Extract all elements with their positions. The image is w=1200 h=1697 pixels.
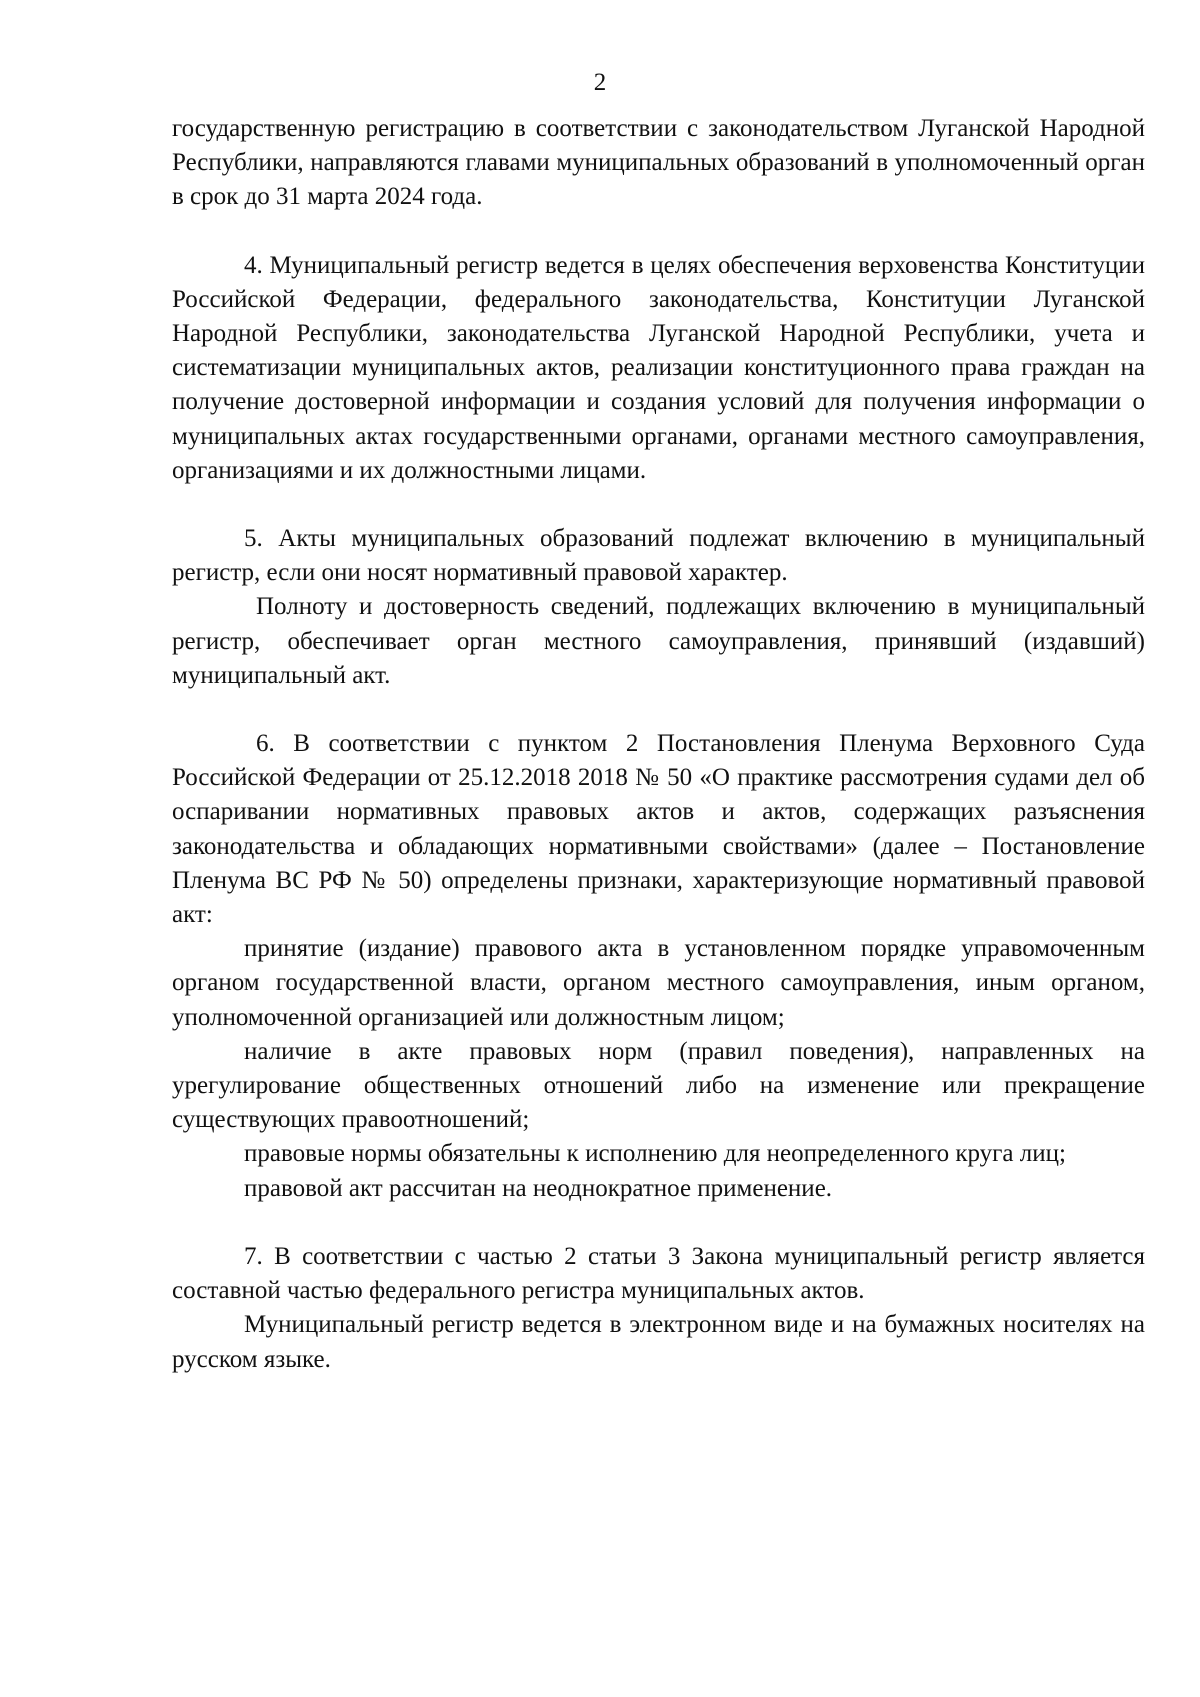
paragraph-item-5: 5. Акты муниципальных образований подлежат включению в муниципальный регистр, если они носят нормативный правовой характер. [172, 525, 1145, 587]
paragraph-item-7-format: Муниципальный регистр ведется в электронном виде и на бумажных носителях на русском языке. [172, 1311, 1145, 1373]
criterion-repeated-use: правовой акт рассчитан на неоднократное применение. [244, 1174, 833, 1202]
paragraph-item-6: 6. В соответствии с пунктом 2 Постановления Пленума Верховного Суда Российской Федерации от 25.12.2018 2018 № 50 «О практике рассмотрения судами дел об оспаривании нормативных правовых актов и актов, содержащих разъяснения законодательства и обладающих нормативными свойствами» (далее – Постановление Пленума ВС РФ № 50) определены признаки, характеризующие нормативный правовой акт: [172, 730, 1145, 929]
document-body [172, 112, 1145, 1377]
criterion-binding: правовые нормы обязательны к исполнению для неопределенного круга лиц; [244, 1140, 1066, 1168]
paragraph-item-5-completeness: Полноту и достоверность сведений, подлежащих включению в муниципальный регистр, обеспечивает орган местного самоуправления, принявший (издавший) муниципальный акт. [172, 593, 1145, 689]
criterion-adoption: принятие (издание) правового акта в установленном порядке управомоченным органом государственной власти, органом местного самоуправления, иным органом, уполномоченной организацией или должностным лицом; [172, 935, 1145, 1031]
paragraph-item-4: 4. Муниципальный регистр ведется в целях обеспечения верховенства Конституции Российской Федерации, федерального законодательства, Конституции Луганской Народной Республики, законодательства Луганской Народной Республики, учета и систематизации муниципальных актов, реализации конституционного права граждан на получение достоверной информации и создания условий для получения информации о муниципальных актах государственными органами, органами местного самоуправления, организациями и их должностными лицами. [172, 251, 1145, 484]
criterion-legal-norms: наличие в акте правовых норм (правил поведения), направленных на урегулирование общественных отношений либо на изменение или прекращение существующих правоотношений; [172, 1037, 1145, 1134]
paragraph-item-7: 7. В соответствии с частью 2 статьи 3 Закона муниципальный регистр является составной частью федерального регистра муниципальных актов. [172, 1242, 1145, 1305]
page-number: 2 [593, 69, 607, 96]
paragraph-continuation: государственную регистрацию в соответствии с законодательством Луганской Народной Республики, направляются главами муниципальных образований в уполномоченный орган в срок до 31 марта 2024 года. [172, 115, 1145, 211]
